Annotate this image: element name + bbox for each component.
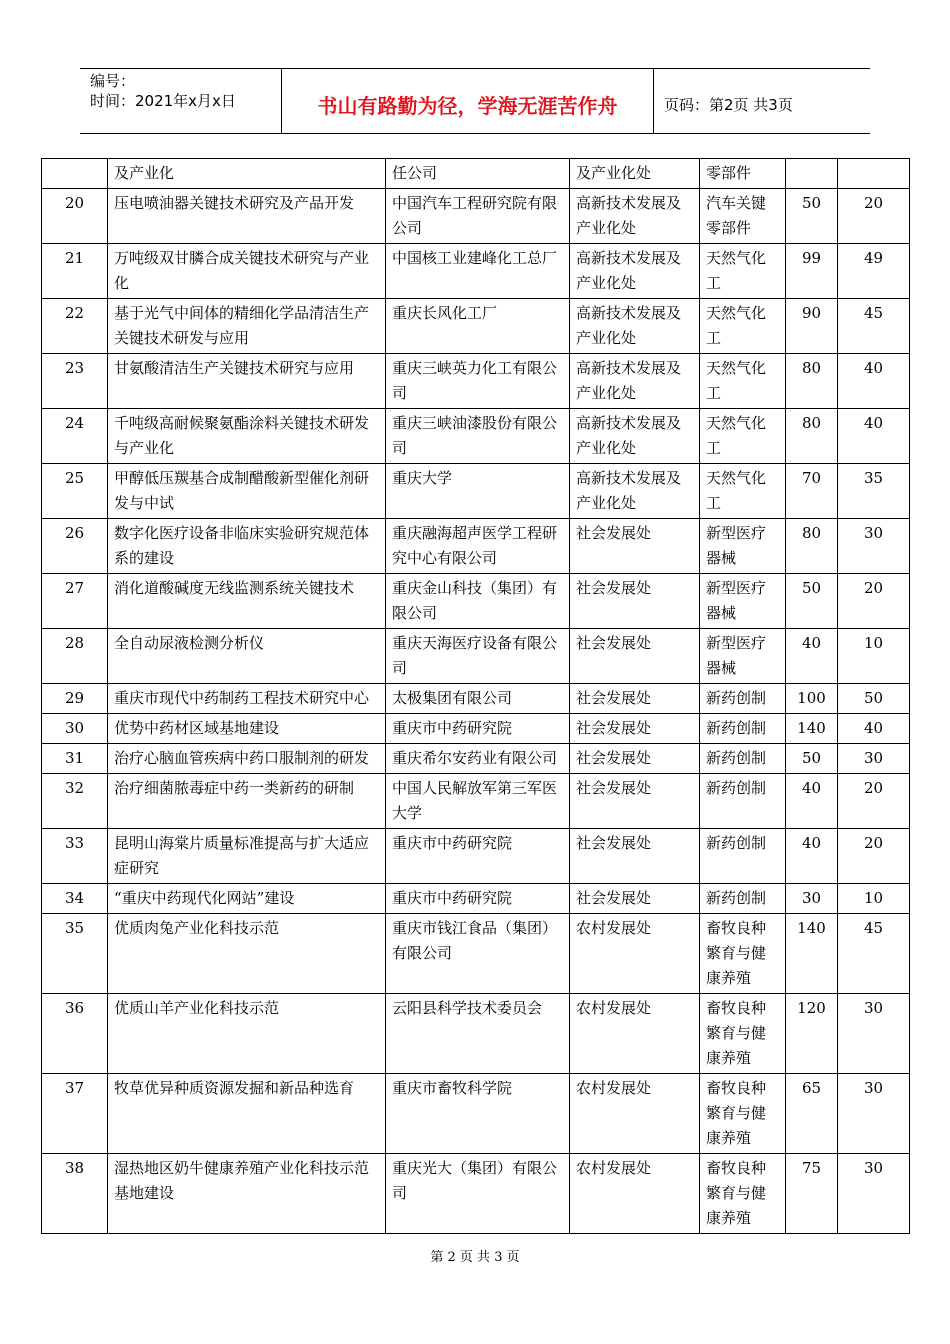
cell-dept: 农村发展处 [570, 1074, 700, 1154]
cell-dept: 社会发展处 [570, 519, 700, 574]
table-row [42, 1074, 910, 1154]
cell-project: 优势中药材区域基地建设 [108, 714, 386, 744]
cell-field: 新型医疗器械 [700, 574, 786, 629]
cell-company: 太极集团有限公司 [386, 684, 570, 714]
page-footer: 第 2 页 共 3 页 [430, 1250, 520, 1265]
cell-field: 畜牧良种繁育与健康养殖 [700, 994, 786, 1074]
cell-dept: 社会发展处 [570, 684, 700, 714]
cell-dept: 社会发展处 [570, 744, 700, 774]
date-line: 时间：2021年x月x日 [90, 92, 236, 110]
cell-v1: 140 [786, 714, 838, 744]
cell-field: 畜牧良种繁育与健康养殖 [700, 1154, 786, 1234]
cell-project: 昆明山海棠片质量标准提高与扩大适应症研究 [108, 829, 386, 884]
cell-v2: 20 [838, 829, 910, 884]
cell-field: 新药创制 [700, 714, 786, 744]
cell-field: 新药创制 [700, 884, 786, 914]
cell-dept: 农村发展处 [570, 994, 700, 1074]
cell-v1: 40 [786, 774, 838, 829]
cell-field: 天然气化工 [700, 464, 786, 519]
cell-v2: 45 [838, 914, 910, 994]
cell-company: 重庆市畜牧科学院 [386, 1074, 570, 1154]
cell-company: 中国核工业建峰化工总厂 [386, 244, 570, 299]
cell-num: 22 [42, 299, 108, 354]
table-row [42, 774, 910, 829]
cell-dept: 社会发展处 [570, 714, 700, 744]
cell-v1: 80 [786, 519, 838, 574]
cell-dept: 社会发展处 [570, 884, 700, 914]
cell-company: 重庆市中药研究院 [386, 829, 570, 884]
cell-company: 重庆融海超声医学工程研究中心有限公司 [386, 519, 570, 574]
cell-v2: 20 [838, 774, 910, 829]
cell-company: 重庆市中药研究院 [386, 714, 570, 744]
table-row [42, 994, 910, 1074]
cell-company: 重庆大学 [386, 464, 570, 519]
cell-field: 天然气化工 [700, 409, 786, 464]
cell-num: 29 [42, 684, 108, 714]
cell-company: 重庆市钱江食品（集团）有限公司 [386, 914, 570, 994]
table-row [42, 189, 910, 244]
table-row [42, 574, 910, 629]
cell-v1: 30 [786, 884, 838, 914]
table-row [42, 354, 910, 409]
table-row [42, 914, 910, 994]
cell-v2 [838, 159, 910, 189]
table-row [42, 1154, 910, 1234]
cell-dept: 及产业化处 [570, 159, 700, 189]
cell-v2: 30 [838, 1154, 910, 1234]
cell-company: 重庆三峡英力化工有限公司 [386, 354, 570, 409]
cell-project: 千吨级高耐候聚氨酯涂料关键技术研发与产业化 [108, 409, 386, 464]
cell-num: 21 [42, 244, 108, 299]
cell-project: 牧草优异种质资源发掘和新品种选育 [108, 1074, 386, 1154]
cell-field: 新型医疗器械 [700, 629, 786, 684]
table-row [42, 684, 910, 714]
cell-company: 重庆三峡油漆股份有限公司 [386, 409, 570, 464]
cell-project: “重庆中药现代化网站”建设 [108, 884, 386, 914]
cell-project: 优质山羊产业化科技示范 [108, 994, 386, 1074]
cell-v2: 40 [838, 354, 910, 409]
cell-v1: 99 [786, 244, 838, 299]
table-row [42, 409, 910, 464]
cell-field: 天然气化工 [700, 299, 786, 354]
cell-field: 零部件 [700, 159, 786, 189]
cell-v2: 40 [838, 714, 910, 744]
cell-project: 治疗心脑血管疾病中药口服制剂的研发 [108, 744, 386, 774]
page-header [80, 68, 870, 134]
cell-v1: 80 [786, 409, 838, 464]
cell-v2: 35 [838, 464, 910, 519]
cell-dept: 农村发展处 [570, 914, 700, 994]
cell-v2: 20 [838, 189, 910, 244]
cell-dept: 高新技术发展及产业化处 [570, 244, 700, 299]
cell-num: 31 [42, 744, 108, 774]
header-meta [80, 69, 282, 133]
cell-dept: 高新技术发展及产业化处 [570, 409, 700, 464]
project-table [41, 158, 910, 1234]
cell-company: 重庆天海医疗设备有限公司 [386, 629, 570, 684]
cell-num: 35 [42, 914, 108, 994]
cell-dept: 高新技术发展及产业化处 [570, 189, 700, 244]
cell-project: 消化道酸碱度无线监测系统关键技术 [108, 574, 386, 629]
cell-v1: 90 [786, 299, 838, 354]
cell-num: 34 [42, 884, 108, 914]
cell-v1: 50 [786, 574, 838, 629]
cell-v2: 10 [838, 629, 910, 684]
cell-field: 新药创制 [700, 774, 786, 829]
cell-field: 新型医疗器械 [700, 519, 786, 574]
cell-project: 数字化医疗设备非临床实验研究规范体系的建设 [108, 519, 386, 574]
cell-num: 28 [42, 629, 108, 684]
header-motto: 书山有路勤为径，学海无涯苦作舟 [282, 69, 654, 133]
cell-company: 中国人民解放军第三军医大学 [386, 774, 570, 829]
cell-field: 新药创制 [700, 829, 786, 884]
cell-v2: 20 [838, 574, 910, 629]
cell-company: 云阳县科学技术委员会 [386, 994, 570, 1074]
cell-v1: 120 [786, 994, 838, 1074]
cell-v1: 100 [786, 684, 838, 714]
cell-v1: 80 [786, 354, 838, 409]
table-row [42, 629, 910, 684]
cell-project: 甲醇低压羰基合成制醋酸新型催化剂研发与中试 [108, 464, 386, 519]
cell-v1: 70 [786, 464, 838, 519]
cell-v1: 50 [786, 744, 838, 774]
cell-project: 治疗细菌脓毒症中药一类新药的研制 [108, 774, 386, 829]
cell-num: 37 [42, 1074, 108, 1154]
cell-v1: 50 [786, 189, 838, 244]
code-label: 编号： [90, 72, 136, 90]
table-row [42, 244, 910, 299]
cell-field: 天然气化工 [700, 244, 786, 299]
table-row [42, 519, 910, 574]
cell-dept: 社会发展处 [570, 774, 700, 829]
cell-num: 33 [42, 829, 108, 884]
cell-dept: 高新技术发展及产业化处 [570, 464, 700, 519]
cell-v2: 45 [838, 299, 910, 354]
cell-num: 36 [42, 994, 108, 1074]
cell-num [42, 159, 108, 189]
cell-field: 汽车关键零部件 [700, 189, 786, 244]
table-row [42, 884, 910, 914]
cell-v2: 30 [838, 519, 910, 574]
cell-project: 万吨级双甘膦合成关键技术研究与产业化 [108, 244, 386, 299]
cell-project: 及产业化 [108, 159, 386, 189]
cell-project: 湿热地区奶牛健康养殖产业化科技示范基地建设 [108, 1154, 386, 1234]
header-page-info: 页码：第2页 共3页 [664, 95, 793, 114]
cell-company: 重庆光大（集团）有限公司 [386, 1154, 570, 1234]
cell-v1: 40 [786, 829, 838, 884]
cell-project: 基于光气中间体的精细化学品清洁生产关键技术研发与应用 [108, 299, 386, 354]
cell-dept: 高新技术发展及产业化处 [570, 299, 700, 354]
cell-v1: 65 [786, 1074, 838, 1154]
cell-dept: 农村发展处 [570, 1154, 700, 1234]
cell-field: 新药创制 [700, 744, 786, 774]
cell-num: 25 [42, 464, 108, 519]
table-row [42, 744, 910, 774]
cell-project: 全自动尿液检测分析仪 [108, 629, 386, 684]
cell-company: 重庆市中药研究院 [386, 884, 570, 914]
cell-company: 重庆金山科技（集团）有限公司 [386, 574, 570, 629]
cell-v1: 75 [786, 1154, 838, 1234]
table-row [42, 714, 910, 744]
table-row [42, 464, 910, 519]
cell-v2: 30 [838, 744, 910, 774]
cell-v2: 10 [838, 884, 910, 914]
cell-project: 优质肉兔产业化科技示范 [108, 914, 386, 994]
cell-v1 [786, 159, 838, 189]
cell-v1: 140 [786, 914, 838, 994]
cell-num: 27 [42, 574, 108, 629]
cell-v2: 30 [838, 1074, 910, 1154]
cell-num: 38 [42, 1154, 108, 1234]
cell-project: 重庆市现代中药制药工程技术研究中心 [108, 684, 386, 714]
table-body [42, 159, 910, 1234]
cell-num: 20 [42, 189, 108, 244]
cell-v2: 50 [838, 684, 910, 714]
cell-dept: 社会发展处 [570, 829, 700, 884]
cell-company: 重庆长风化工厂 [386, 299, 570, 354]
cell-v2: 49 [838, 244, 910, 299]
cell-field: 新药创制 [700, 684, 786, 714]
cell-v2: 40 [838, 409, 910, 464]
cell-project: 甘氨酸清洁生产关键技术研究与应用 [108, 354, 386, 409]
cell-num: 32 [42, 774, 108, 829]
table-row-continuation [42, 159, 910, 189]
cell-field: 畜牧良种繁育与健康养殖 [700, 1074, 786, 1154]
cell-company: 任公司 [386, 159, 570, 189]
cell-company: 重庆希尔安药业有限公司 [386, 744, 570, 774]
cell-num: 26 [42, 519, 108, 574]
cell-v2: 30 [838, 994, 910, 1074]
cell-num: 30 [42, 714, 108, 744]
table-row [42, 829, 910, 884]
table-row [42, 299, 910, 354]
cell-project: 压电喷油器关键技术研究及产品开发 [108, 189, 386, 244]
cell-dept: 社会发展处 [570, 574, 700, 629]
cell-num: 24 [42, 409, 108, 464]
cell-v1: 40 [786, 629, 838, 684]
cell-num: 23 [42, 354, 108, 409]
cell-dept: 高新技术发展及产业化处 [570, 354, 700, 409]
cell-field: 天然气化工 [700, 354, 786, 409]
cell-field: 畜牧良种繁育与健康养殖 [700, 914, 786, 994]
cell-dept: 社会发展处 [570, 629, 700, 684]
cell-company: 中国汽车工程研究院有限公司 [386, 189, 570, 244]
